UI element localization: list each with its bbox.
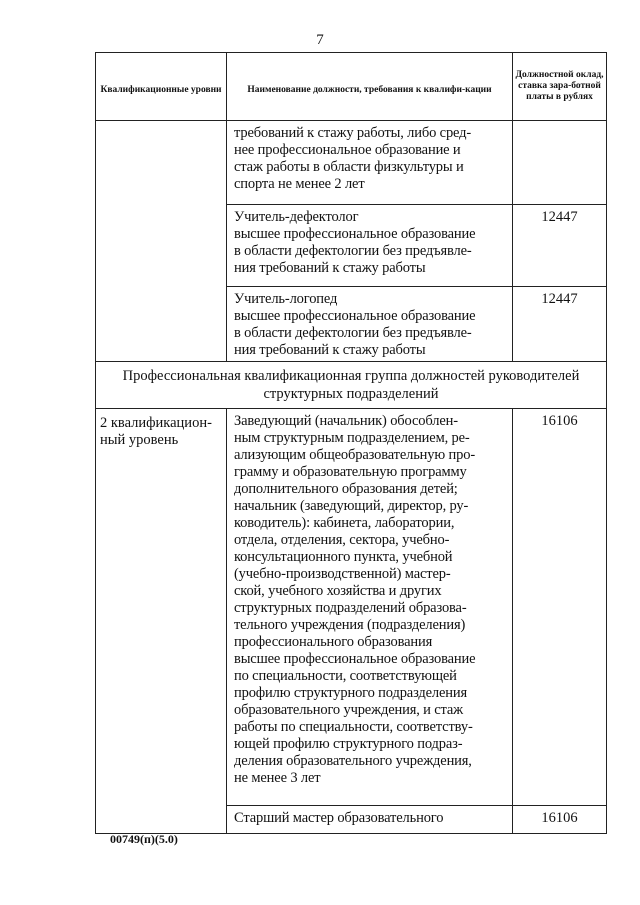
header-salary: Должностной оклад, ставка зара-ботной платы в рублях: [513, 53, 607, 121]
position-text: требований к стажу работы, либо сред- нее профессиональное образование и стаж работы в области физкультуры и спорта не менее 2 лет: [227, 121, 513, 205]
level-cell-empty: [96, 121, 227, 362]
salary-cell: 16106: [513, 409, 607, 806]
page-number: 7: [316, 32, 324, 48]
salary-table: [95, 52, 607, 834]
document-code: 00749(п)(5.0): [110, 832, 178, 846]
header-position-requirements: Наименование должности, требования к квалифи-кации: [227, 53, 513, 121]
header-qualification-levels: Квалификационные уровни: [96, 53, 227, 121]
salary-cell: 12447: [513, 205, 607, 287]
table-row: [96, 409, 607, 806]
group-title: Профессиональная квалификационная группа должностей руководителей структурных подразделений: [96, 362, 607, 409]
position-text: Старший мастер образовательного: [227, 806, 513, 834]
salary-cell: 12447: [513, 287, 607, 362]
qualification-level: 2 квалификацион- ный уровень: [96, 409, 227, 834]
table-header-row: [96, 53, 607, 121]
position-text: Учитель-логопед высшее профессиональное образование в области дефектологии без предъявле- ния требований к стажу работы: [227, 287, 513, 362]
salary-cell: [513, 121, 607, 205]
position-text: Учитель-дефектолог высшее профессиональное образование в области дефектологии без предъявле- ния требований к стажу работы: [227, 205, 513, 287]
salary-cell: 16106: [513, 806, 607, 834]
group-title-row: [96, 362, 607, 409]
table-row: [96, 121, 607, 205]
position-text: Заведующий (начальник) обособлен- ным структурным подразделением, ре- ализующим общеобразовательную про- грамму и образовательную программу дополнительного образования детей; начальник (заведующий, директор, ру- ководитель): кабинета, лаборатории, отдела, отделения, сектора, учебно- консультационного пункта, учебной (учебно-производственной) мастер- ской, учебного хозяйства и других структурных подразделений образова- тельного учреждения (подразделения) профессионального образования высшее профессиональное образование по специальности, соответствующей профилю структурного подразделения образовательного учреждения, и стаж работы по специальности, соответству- ющей профилю структурного подраз- деления образовательного учреждения, не менее 3 лет: [227, 409, 513, 806]
